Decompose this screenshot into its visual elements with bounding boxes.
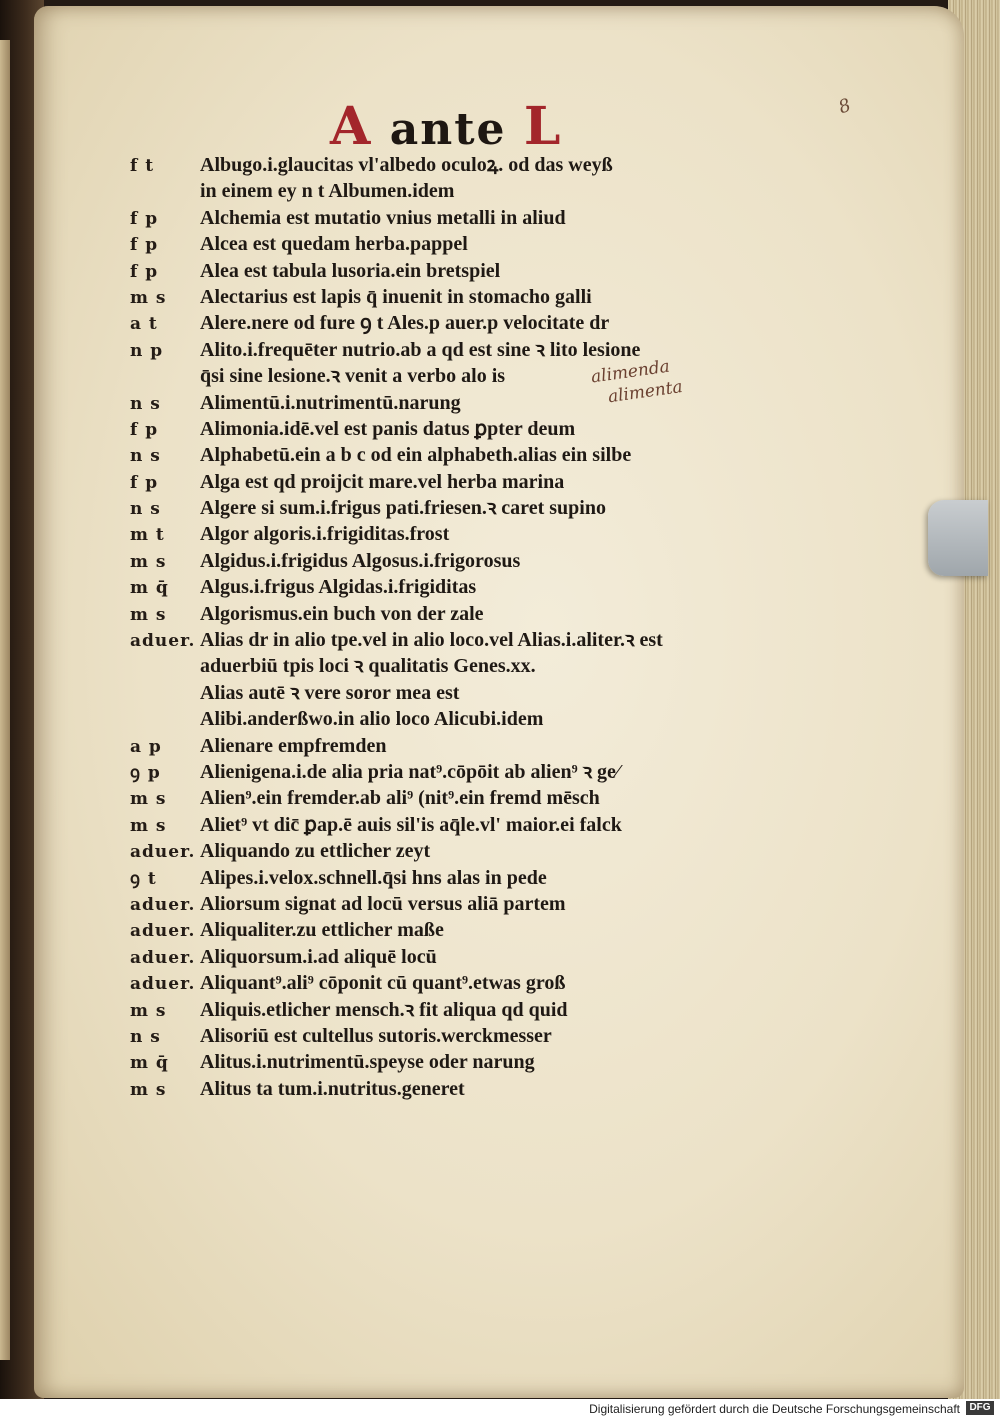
entry-line: [130, 442, 750, 468]
grammar-code: f t: [130, 156, 155, 176]
entry-text: Alienigena.i.de alia pria nat⁹.cōpōit ab alien⁹ ꝛ ge⁄: [200, 761, 620, 784]
grammar-code: a p: [130, 736, 162, 757]
dfg-logo: DFG: [966, 1401, 994, 1415]
entry-line: [130, 152, 750, 178]
entry-text: Alea est tabula lusoria.ein bretspiel: [200, 259, 501, 282]
entry-text: Alere.nere od fure ꝯ t Ales.p auer.p velocitate dr: [200, 312, 610, 335]
marginal-note-line-1: alimenda: [589, 356, 671, 388]
grammar-code: f p: [130, 419, 159, 440]
entry-text: Alias dr in alio tpe.vel in alio loco.vel Alias.i.aliter.ꝛ est aduerbiū tpis loci ꝛ qualitatis Genes.xx.: [200, 629, 663, 678]
entry-line: [130, 680, 750, 706]
entry-text: Alibi.anderßwo.in alio loco Alicubi.idem: [200, 708, 544, 731]
entry-line: [130, 891, 750, 917]
grammar-code: n p: [130, 340, 164, 361]
entry-line: [130, 416, 750, 442]
entry-text: Alien⁹.ein fremder.ab ali⁹ (nit⁹.ein fremd mēsch: [200, 787, 600, 810]
entry-line: [130, 627, 730, 680]
grammar-code: m s: [130, 1079, 167, 1100]
entry-text: Alectarius est lapis q̄ inuenit in stomacho galli: [200, 285, 592, 308]
entry-text: in einem ey n t Albumen.idem: [200, 180, 455, 203]
entry-text: Alimentū.i.nutrimentū.narung: [200, 391, 461, 414]
entry-text: Aliqualiter.zu ettlicher maße: [200, 919, 444, 942]
entry-line: [130, 205, 750, 231]
entry-text: Algorismus.ein buch von der zale: [200, 602, 484, 625]
entry-text: Aliquis.etlicher mensch.ꝛ fit aliqua qd quid: [200, 998, 568, 1021]
grammar-code: aduer.: [130, 974, 196, 995]
grammar-code: aduer.: [130, 947, 196, 968]
entry-line: [130, 495, 750, 521]
entry-line: [130, 706, 750, 732]
footer-bar: [0, 1399, 1000, 1419]
heading-middle: ante: [389, 104, 507, 155]
entry-text: Alimonia.idē.vel est panis datus ꝑpter deum: [200, 417, 576, 440]
entry-line: [130, 178, 750, 204]
grammar-code: a t: [130, 314, 158, 335]
grammar-code: n s: [130, 1026, 161, 1047]
funding-credit: Digitalisierung gefördert durch die Deutsche Forschungsgemeinschaft: [589, 1402, 960, 1416]
folio-number: 8: [835, 94, 854, 119]
page-clip: [928, 500, 988, 576]
entry-line: [130, 997, 750, 1023]
entry-text: Aliet⁹ vt dic̄ ꝑap.ē auis sil'is aq̄le.vl' maior.ei falck: [200, 813, 622, 836]
entry-text: Alipes.i.velox.schnell.q̄si hns alas in pede: [200, 866, 547, 889]
grammar-code: aduer.: [130, 894, 196, 915]
dictionary-entries: [130, 152, 750, 1102]
grammar-code: f p: [130, 235, 159, 256]
entry-line: [130, 759, 750, 785]
grammar-code: m s: [130, 1000, 167, 1021]
entry-text: Alphabetū.ein a b c od ein alphabeth.alias ein silbe: [200, 444, 632, 467]
entry-text: Alchemia est mutatio vnius metalli in aliud: [200, 206, 566, 229]
entry-line: [130, 865, 750, 891]
entry-text: Algor algoris.i.frigiditas.frost: [200, 523, 450, 546]
grammar-code: ꝯ t: [130, 868, 157, 889]
heading-initial: A: [330, 96, 373, 157]
grammar-code: aduer.: [130, 921, 196, 942]
grammar-code: n s: [130, 499, 161, 520]
grammar-code: f p: [130, 208, 159, 229]
entry-text: Alienare empfremden: [200, 734, 387, 757]
entry-line: [130, 548, 750, 574]
entry-line: [130, 944, 750, 970]
entry-text: Alias autē ꝛ vere soror mea est: [200, 681, 460, 704]
grammar-code: n s: [130, 446, 161, 467]
entry-line: [130, 970, 750, 996]
entry-text: Alisoriū est cultellus sutoris.werckmesser: [200, 1024, 552, 1047]
entry-text: Algus.i.frigus Algidas.i.frigiditas: [200, 576, 477, 599]
entry-text: Algere si sum.i.frigus pati.friesen.ꝛ caret supino: [200, 497, 606, 520]
entry-text: Alitus ta tum.i.nutritus.generet: [200, 1077, 465, 1100]
marginal-note-line-2: alimenta: [606, 377, 684, 408]
grammar-code: n s: [130, 393, 161, 414]
facing-page-edge: [0, 40, 10, 1360]
grammar-code: aduer.: [130, 631, 196, 652]
grammar-code: m t: [130, 525, 165, 546]
entry-line: [130, 521, 750, 547]
grammar-code: aduer.: [130, 842, 196, 863]
entry-line: [130, 838, 750, 864]
grammar-code: m s: [130, 551, 167, 572]
grammar-code: m s: [130, 604, 167, 625]
entry-text: Alitus.i.nutrimentū.speyse oder narung: [200, 1051, 535, 1074]
entry-line: [130, 310, 750, 336]
grammar-code: m s: [130, 789, 167, 810]
grammar-code: m q̄: [130, 1053, 169, 1074]
entry-text: Aliquando zu ettlicher zeyt: [200, 840, 431, 863]
entry-line: [130, 733, 750, 759]
entry-line: [130, 284, 750, 310]
entry-line: [130, 812, 750, 838]
entry-text: Albugo.i.glaucitas vl'albedo oculoꝝ. od das weyß: [200, 154, 613, 176]
entry-line: [130, 917, 750, 943]
entry-text: Aliorsum signat ad locū versus aliā partem: [200, 892, 566, 915]
entry-line: [130, 258, 750, 284]
entry-text: Algidus.i.frigidus Algosus.i.frigorosus: [200, 549, 521, 572]
entry-line: [130, 469, 750, 495]
entry-line: [130, 231, 750, 257]
grammar-code: ꝯ p: [130, 763, 161, 784]
page-heading: [330, 96, 563, 157]
entry-text: Alito.i.frequēter nutrio.ab a qd est sine ꝛ lito lesione: [200, 338, 641, 361]
grammar-code: m s: [130, 287, 167, 308]
entry-text: Alcea est quedam herba.pappel: [200, 233, 468, 256]
entry-line: [130, 1076, 750, 1102]
entry-text: Aliquorsum.i.ad aliquē locū: [200, 945, 437, 968]
entry-line: [130, 1023, 750, 1049]
entry-line: [130, 1049, 750, 1075]
entry-text: q̄si sine lesione.ꝛ venit a verbo alo is: [200, 365, 506, 388]
entry-text: Alga est qd proijcit mare.vel herba marina: [200, 470, 565, 493]
entry-line: [130, 574, 750, 600]
entry-text: Aliquant⁹.ali⁹ cōponit cū quant⁹.etwas groß: [200, 972, 566, 995]
grammar-code: f p: [130, 261, 159, 282]
heading-final: L: [523, 96, 563, 157]
grammar-code: m q̄: [130, 578, 169, 599]
entry-line: [130, 785, 750, 811]
entry-line: [130, 601, 750, 627]
grammar-code: m s: [130, 815, 167, 836]
grammar-code: f p: [130, 472, 159, 493]
